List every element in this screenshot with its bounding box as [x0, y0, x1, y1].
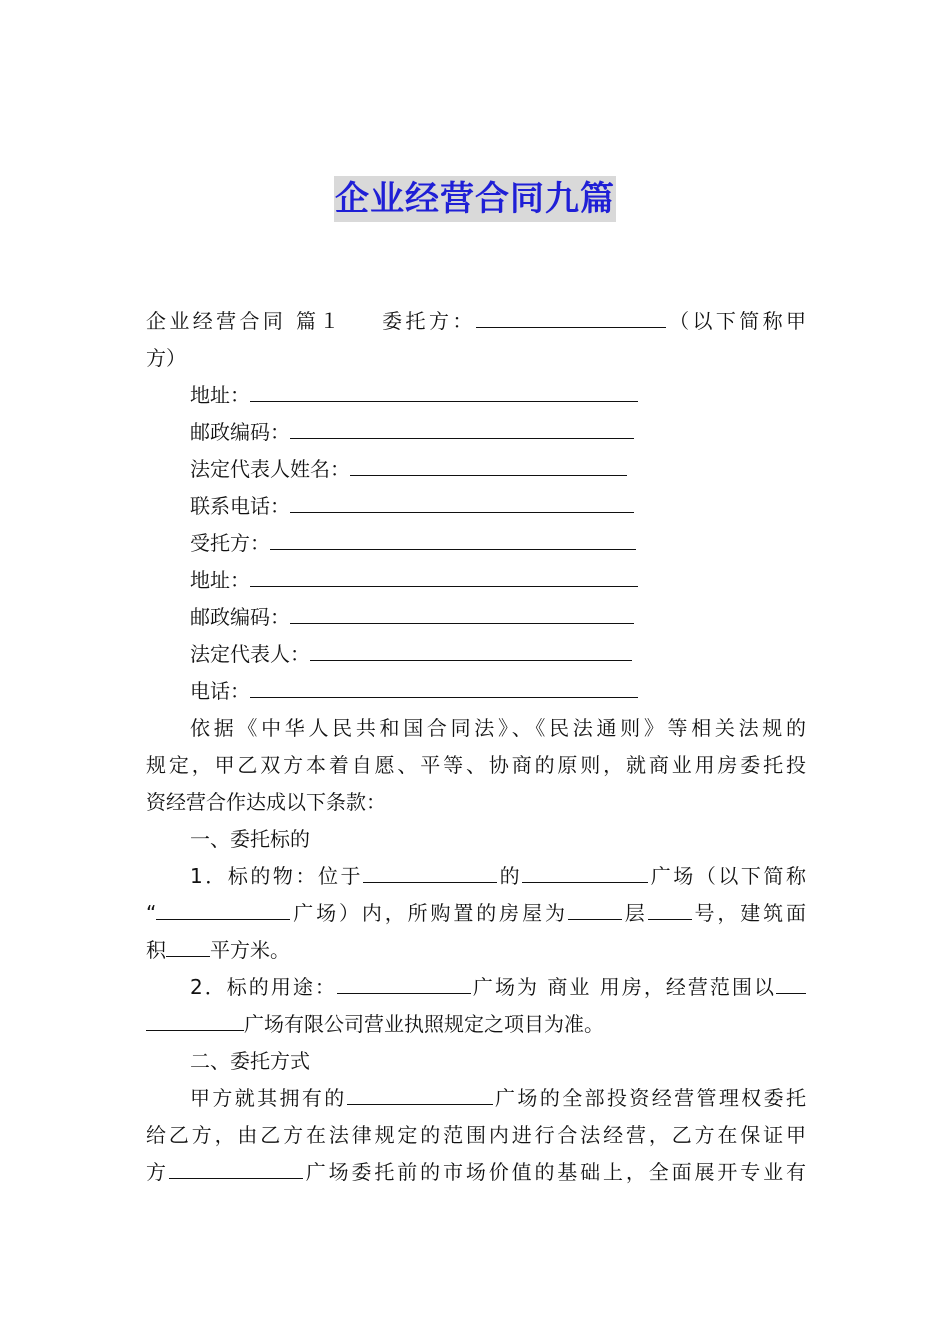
field-label: 地址： [190, 568, 250, 592]
field-blank [250, 564, 638, 587]
field-postcode-b [146, 599, 806, 636]
field-phone-a [146, 488, 806, 525]
field-entrustee [146, 525, 806, 562]
area-blank [166, 934, 210, 957]
section2-text: 甲方就其拥有的 [190, 1086, 347, 1110]
location-blank [363, 860, 497, 883]
section2-line-2: 给乙方，由乙方在法律规定的范围内进行合法经营，乙方在保证甲 [146, 1123, 806, 1147]
field-label: 法定代表人姓名： [190, 457, 350, 481]
item2-text: 广场有限公司营业执照规定之项目为准。 [244, 1012, 604, 1036]
field-blank [290, 490, 634, 513]
section-2-heading: 二、委托方式 [190, 1049, 310, 1073]
field-blank [350, 453, 627, 476]
item1-line-3 [146, 932, 806, 969]
field-legal-rep-name [146, 451, 806, 488]
field-label: 法定代表人： [190, 642, 310, 666]
item1-text: 平方米。 [210, 938, 290, 962]
document-title-wrap [0, 176, 950, 222]
scope-blank-b [146, 1008, 244, 1031]
item1-text: 积 [146, 938, 166, 962]
item1-text: 广场（以下简称 [648, 864, 806, 888]
document-body [146, 303, 806, 1191]
floor-blank [568, 897, 622, 920]
document-title: 企业经营合同九篇 [334, 176, 616, 222]
field-blank [290, 601, 634, 624]
field-label: 联系电话： [190, 494, 290, 518]
field-blank [270, 527, 636, 550]
item1-text: “ [146, 901, 157, 925]
item2-text: 广场为 商业 用房，经营范围以 [470, 975, 777, 999]
entrustor-blank [476, 305, 666, 328]
intro-line-3: 资经营合作达成以下条款： [146, 790, 386, 814]
field-blank [250, 675, 638, 698]
field-legal-rep-b [146, 636, 806, 673]
contract-heading: 企业经营合同 篇１ [146, 309, 343, 333]
field-label: 地址： [190, 383, 250, 407]
field-address-b [146, 562, 806, 599]
item1-text: 广场）内，所购置的房屋为 [290, 901, 568, 925]
plaza-short-blank [156, 897, 290, 920]
first-line-tail: （以下简称甲 [665, 309, 806, 333]
first-line [146, 303, 806, 340]
item2-line-1 [146, 969, 806, 1006]
field-label: 电话： [190, 679, 250, 703]
item1-text: 的 [497, 864, 523, 888]
owned-plaza-blank [347, 1082, 493, 1105]
intro-line-2: 规定，甲乙双方本着自愿、平等、协商的原则，就商业用房委托投 [146, 753, 806, 777]
section2-line-3 [146, 1154, 806, 1191]
item1-text: 号，建筑面 [691, 901, 806, 925]
item2-text: 2．标的用途： [190, 975, 337, 999]
section-1-heading: 一、委托标的 [190, 827, 310, 851]
section2-line-1 [146, 1080, 806, 1117]
item1-text: 1．标的物：位于 [190, 864, 364, 888]
field-address-a [146, 377, 806, 414]
section2-text: 广场的全部投资经营管理权委托 [492, 1086, 806, 1110]
item1-line-2 [146, 895, 806, 932]
field-blank [290, 416, 634, 439]
field-postcode-a [146, 414, 806, 451]
field-blank [250, 379, 638, 402]
usage-plaza-blank [337, 971, 471, 994]
section2-text: 方 [146, 1160, 169, 1184]
field-label: 受托方： [190, 531, 270, 555]
plaza-blank [522, 860, 648, 883]
item1-text: 层 [621, 901, 648, 925]
field-label: 邮政编码： [190, 605, 290, 629]
scope-blank-a [776, 971, 806, 994]
market-plaza-blank [169, 1156, 303, 1179]
number-blank [648, 897, 692, 920]
field-blank [310, 638, 632, 661]
entrustor-label: 委托方： [378, 309, 476, 333]
item1-line-1 [146, 858, 806, 895]
intro-line-1: 依据《中华人民共和国合同法》、《民法通则》等相关法规的 [190, 716, 806, 740]
item2-line-2 [146, 1006, 806, 1043]
field-label: 邮政编码： [190, 420, 290, 444]
first-line-cont: 方） [146, 346, 186, 370]
field-phone-b [146, 673, 806, 710]
section2-text: 广场委托前的市场价值的基础上，全面展开专业有 [302, 1160, 806, 1184]
